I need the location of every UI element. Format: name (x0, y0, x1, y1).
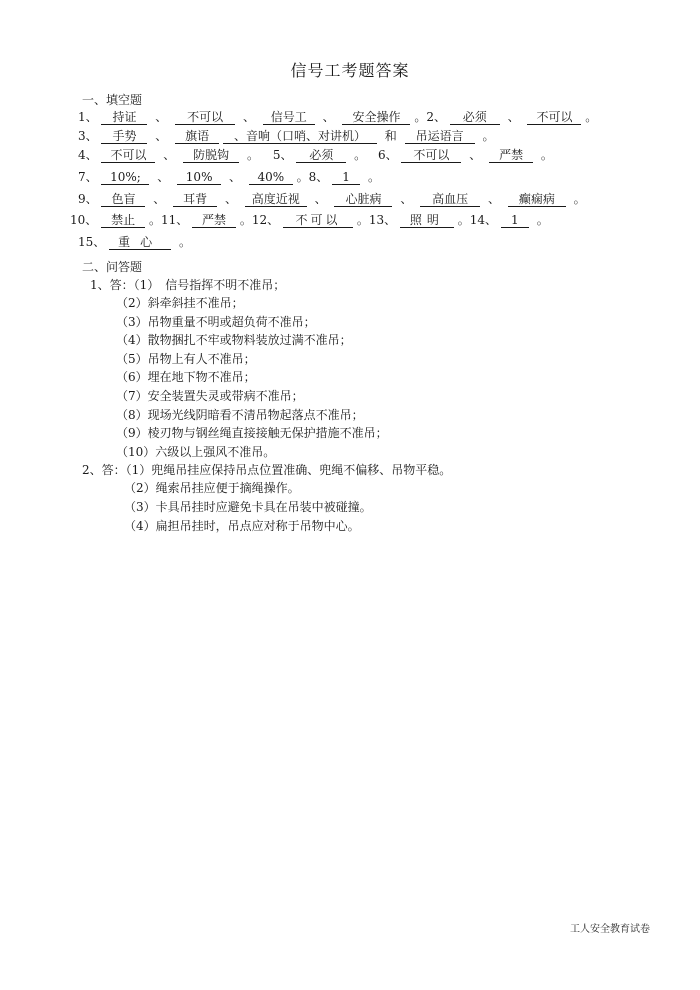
q-number: 6、 (377, 148, 398, 162)
answer-blank: 防脱钩 (183, 148, 239, 163)
separator: 、 (242, 110, 255, 124)
answer-blank: 吊运语言 (405, 129, 475, 144)
q-number: 15、 (78, 235, 106, 249)
q-number: 10、 (70, 213, 98, 227)
answer-blank: 不可以 (101, 148, 155, 163)
fill-line-3 (78, 146, 557, 164)
q-number: 。11、 (148, 213, 189, 227)
answer-blank: 、音响（口哨、对讲机） (223, 129, 377, 144)
qa-answer-1-head (90, 276, 285, 294)
answer-item: （7）安全装置失灵或带病不准吊； (116, 389, 304, 403)
answer-blank: 不可以 (527, 110, 581, 125)
answer-item: （2）斜牵斜挂不准吊； (116, 296, 244, 310)
answer-blank: 不可以 (175, 110, 235, 125)
separator: 。 (367, 170, 380, 184)
separator: 。 (540, 148, 553, 162)
answer-number: 1、答：（1） (90, 278, 160, 292)
answer-blank: 严禁 (489, 148, 533, 163)
separator: 。 (536, 213, 549, 227)
separator: 、 (314, 192, 327, 206)
q-number: 。12、 (239, 213, 280, 227)
answer-item: （9）棱刃物与钢丝绳直接接触无保护措施不准吊； (116, 426, 388, 441)
fill-line-4 (78, 168, 384, 186)
qa-answer-2-head: 2、答：（1）兜绳吊挂应保持吊点位置准确、兜绳不偏移、吊物平稳。 (82, 463, 452, 477)
separator: 、 (228, 170, 241, 184)
answer-blank: 不可以 (401, 148, 461, 163)
separator: 、 (469, 148, 482, 162)
q-number: 3、 (78, 129, 98, 143)
answer-blank: 安全操作 (342, 110, 410, 125)
answer-item: （2）绳索吊挂应便于摘绳操作。 (124, 481, 300, 495)
answer-blank: 色盲 (101, 192, 145, 207)
separator: 、 (163, 148, 176, 162)
answer-blank: 不可以 (283, 213, 353, 228)
separator: 。 (246, 148, 259, 162)
q-number: 。2、 (414, 110, 446, 124)
answer-blank: 1 (501, 213, 529, 228)
answer-blank: 10%; (101, 170, 149, 185)
page-title: 信号工考题答案 (290, 61, 410, 80)
answer-blank: 耳背 (173, 192, 217, 207)
separator: 。 (354, 148, 367, 162)
conjunction: 和 (384, 129, 397, 143)
fill-line-1 (78, 108, 597, 126)
q-number: 。13、 (356, 213, 397, 227)
answer-item: （6）埋在地下物不准吊； (116, 370, 256, 385)
separator: 、 (157, 170, 170, 184)
separator: 、 (155, 110, 168, 124)
answer-blank: 10% (177, 170, 221, 185)
answer-blank: 必须 (296, 148, 346, 163)
separator: 。 (573, 192, 586, 206)
answer-blank: 禁止 (101, 213, 145, 228)
answer-blank: 重心 (109, 235, 171, 250)
fill-line-7 (78, 233, 195, 251)
answer-blank: 照明 (400, 213, 454, 228)
answer-blank: 严禁 (192, 213, 236, 228)
answer-text: 信号指挥不明不准吊； (165, 278, 286, 292)
answer-item: （5）吊物上有人不准吊； (116, 351, 256, 366)
answer-blank: 心脏病 (334, 192, 392, 207)
separator: 。 (178, 235, 191, 249)
fill-line-5 (78, 190, 590, 208)
separator: 、 (400, 192, 413, 206)
answer-blank: 高血压 (420, 192, 480, 207)
answer-item: （4）扁担吊挂时，吊点应对称于吊物中心。 (124, 519, 360, 533)
separator: 、 (322, 110, 335, 124)
footer-label: 工人安全教育试卷 (570, 924, 650, 935)
answer-item: （4）散物捆扎不牢或物料装放过满不准吊； (116, 333, 352, 348)
answer-blank: 持证 (101, 110, 147, 125)
answer-blank: 1 (332, 170, 360, 185)
answer-blank: 40% (249, 170, 293, 185)
q-number: 。8、 (296, 170, 329, 184)
separator: 、 (507, 110, 520, 124)
answer-item: （10）六级以上强风不准吊。 (116, 444, 276, 459)
answer-blank: 旗语 (175, 129, 219, 144)
answer-blank: 信号工 (263, 110, 315, 125)
separator: 、 (153, 192, 166, 206)
separator: 。 (482, 129, 495, 143)
answer-item: （3）吊物重量不明或超负荷不准吊； (116, 314, 316, 329)
fill-line-6 (70, 211, 553, 229)
q-number: 。14、 (457, 213, 498, 227)
answer-blank: 手势 (101, 129, 147, 144)
fill-line-2 (78, 127, 498, 145)
q-number: 5、 (272, 148, 293, 162)
q-number: 1、 (78, 110, 98, 124)
answer-blank: 癫痫病 (508, 192, 566, 207)
q-number: 7、 (78, 170, 98, 184)
separator: 、 (224, 192, 237, 206)
answer-item: （3）卡具吊挂时应避免卡具在吊装中被碰撞。 (124, 500, 372, 514)
section-qa: 二、问答题 (82, 260, 143, 274)
answer-item: （8）现场光线阴暗看不清吊物起落点不准吊； (116, 407, 364, 422)
separator: 。 (585, 110, 598, 124)
q-number: 4、 (78, 148, 98, 162)
separator: 、 (487, 192, 500, 206)
section-fill-blank: 一、填空题 (82, 93, 143, 107)
answer-blank: 高度近视 (245, 192, 307, 207)
separator: 、 (155, 129, 168, 143)
q-number: 9、 (78, 192, 98, 206)
answer-blank: 必须 (450, 110, 500, 125)
